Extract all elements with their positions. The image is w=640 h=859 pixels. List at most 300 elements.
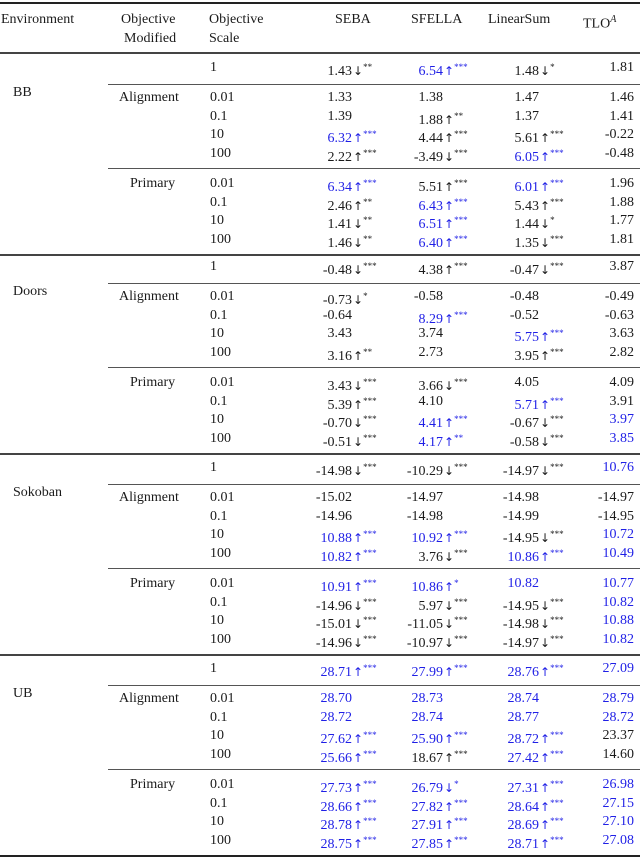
cell-value: 3.76 [418, 549, 443, 565]
table-row [0, 689, 640, 708]
environment-label: Doors [13, 284, 48, 299]
cell-value: 1.33 [327, 90, 352, 105]
significance-stars: *** [363, 578, 377, 588]
arrow-up-icon: ↑ [353, 836, 364, 851]
objective-modified-label: Primary [130, 777, 176, 792]
cell-value: 28.76 [507, 665, 539, 680]
cell-value: 28.72 [320, 709, 352, 725]
objective-scale: 1 [210, 661, 217, 676]
significance-marker [352, 544, 375, 567]
cell-value: 28.73 [411, 691, 443, 706]
significance-stars: ** [363, 215, 373, 225]
objective-scale: 10 [210, 728, 224, 743]
cell-value: 6.32 [327, 131, 352, 146]
significance-stars: ** [363, 62, 373, 72]
table-row [0, 324, 640, 343]
environment-label: UB [13, 686, 33, 701]
cell-value: -0.58 [509, 434, 539, 450]
significance-marker [443, 58, 466, 81]
cell-value: -14.97 [597, 490, 634, 505]
cell-value: 28.78 [320, 818, 352, 833]
sfella-cell [419, 429, 467, 452]
cell-value: 10.82 [320, 549, 352, 565]
cell-value: -0.48 [604, 145, 634, 161]
cell-value: 3.91 [609, 393, 634, 409]
cell-value: 28.71 [320, 665, 352, 680]
tlo-cell [610, 88, 635, 107]
significance-stars: *** [550, 462, 564, 472]
table-row [0, 287, 640, 306]
objective-modified-label: Alignment [119, 490, 179, 505]
tlo-cell [610, 373, 635, 392]
significance-stars: *** [363, 633, 377, 644]
arrow-up-icon: ↑ [540, 180, 551, 194]
table-header [0, 8, 640, 48]
table-row [0, 88, 640, 107]
significance-stars: *** [454, 178, 468, 188]
arrow-down-icon: ↓ [353, 464, 364, 478]
significance-stars: *** [454, 615, 468, 625]
cell-value: -0.51 [322, 434, 352, 450]
objective-scale: 100 [210, 832, 231, 848]
linearsum-cell [515, 373, 563, 392]
significance-marker [443, 144, 466, 167]
significance-stars: * [454, 779, 459, 789]
cell-value: 3.87 [609, 259, 634, 274]
significance-stars: *** [454, 730, 468, 740]
tlo-cell [603, 794, 635, 813]
significance-stars: ** [363, 346, 373, 357]
top-rule [0, 2, 640, 4]
arrow-up-icon: ↑ [444, 198, 455, 213]
cell-value: 27.85 [411, 836, 443, 852]
significance-stars: *** [550, 730, 564, 740]
seba-cell [323, 429, 375, 452]
objective-scale: 1 [210, 60, 217, 75]
sfella-cell [419, 324, 467, 343]
objective-scale: 0.01 [210, 490, 235, 505]
significance-marker [539, 343, 562, 366]
linearsum-cell [515, 144, 563, 167]
objective-scale: 100 [210, 145, 231, 161]
tlo-cell [603, 831, 635, 850]
arrow-up-icon: ↑ [540, 665, 551, 679]
tlo-cell [610, 429, 635, 448]
table-row-baseline [0, 257, 640, 276]
significance-marker [443, 745, 466, 768]
tlo-cell [603, 775, 635, 794]
table-row [0, 812, 640, 831]
cell-value: 10.82 [602, 631, 634, 647]
cell-value: 3.85 [609, 430, 634, 446]
cell-value: -14.99 [502, 508, 539, 524]
cell-value: 5.71 [514, 397, 539, 413]
significance-stars: *** [550, 748, 564, 759]
objective-scale: 10 [210, 412, 224, 427]
sfella-cell [419, 230, 467, 253]
seba-cell [321, 708, 376, 727]
significance-stars: *** [454, 633, 468, 644]
cell-value: -15.02 [315, 490, 352, 505]
significance-stars: *** [363, 547, 377, 558]
linearsum-cell [508, 745, 563, 768]
arrow-up-icon: ↑ [353, 732, 364, 746]
cell-value: 3.74 [418, 326, 443, 341]
cell-value: 1.81 [609, 231, 634, 247]
significance-stars: *** [550, 633, 564, 644]
header-rule [0, 52, 640, 54]
arrow-up-icon: ↑ [444, 750, 455, 765]
seba-cell [321, 659, 376, 682]
linearsum-cell [515, 343, 563, 366]
significance-stars: *** [454, 377, 468, 387]
arrow-up-icon: ↑ [540, 330, 551, 344]
seba-cell [316, 630, 375, 653]
arrow-up-icon: ↑ [540, 397, 551, 412]
significance-stars: *** [454, 129, 468, 139]
significance-stars: *** [550, 129, 564, 139]
cell-value: 4.44 [418, 131, 443, 146]
linearsum-cell [510, 287, 562, 306]
significance-marker [539, 58, 562, 81]
significance-stars: ** [454, 110, 464, 121]
cell-value: -0.49 [604, 289, 634, 304]
arrow-down-icon: ↓ [444, 781, 455, 795]
significance-stars: *** [363, 462, 377, 472]
significance-stars: *** [363, 816, 377, 826]
cell-value: 27.10 [602, 814, 634, 829]
cell-value: 6.01 [514, 180, 539, 195]
arrow-down-icon: ↓ [353, 217, 364, 231]
seba-cell [323, 306, 375, 325]
arrow-up-icon: ↑ [540, 198, 551, 213]
cell-value: 3.66 [418, 379, 443, 394]
cell-value: -10.97 [406, 635, 443, 651]
table-row [0, 488, 640, 507]
significance-marker [539, 257, 562, 280]
cell-value: 27.31 [507, 781, 539, 796]
significance-marker [443, 257, 466, 280]
sfella-cell [412, 659, 467, 682]
tlo-cell [603, 689, 635, 708]
table-row [0, 107, 640, 126]
group-rule [108, 283, 640, 284]
objective-modified-label: Primary [130, 375, 176, 390]
seba-cell [328, 144, 376, 167]
cell-value: 14.60 [602, 746, 634, 762]
cell-value: 10.91 [320, 580, 352, 595]
arrow-down-icon: ↓ [540, 416, 551, 430]
cell-value: 6.43 [418, 198, 443, 214]
cell-value: 1.37 [514, 108, 539, 124]
sfella-cell [419, 392, 467, 411]
objective-scale: 0.1 [210, 709, 228, 725]
arrow-down-icon: ↓ [444, 149, 455, 164]
significance-stars: ** [454, 432, 464, 443]
significance-stars: *** [454, 529, 468, 539]
seba-cell [328, 324, 376, 343]
cell-value: 10.49 [602, 545, 634, 561]
significance-stars: *** [550, 395, 564, 406]
cell-value: 1.41 [327, 217, 352, 232]
significance-stars: *** [550, 596, 564, 607]
arrow-up-icon: ↑ [444, 799, 455, 814]
seba-cell [321, 544, 376, 567]
objective-scale: 0.1 [210, 508, 228, 524]
significance-stars: *** [454, 797, 468, 808]
cell-value: 27.08 [602, 832, 634, 848]
table-row-baseline [0, 659, 640, 678]
significance-stars: *** [454, 147, 468, 158]
header-environment: Environment [1, 12, 75, 27]
arrow-up-icon: ↑ [353, 799, 364, 814]
sfella-cell [407, 630, 466, 653]
objective-modified-label: Alignment [119, 691, 179, 706]
cell-value: 28.74 [507, 691, 539, 706]
objective-scale: 10 [210, 527, 224, 542]
cell-value: -14.97 [502, 635, 539, 651]
significance-stars: *** [454, 547, 468, 558]
significance-marker [539, 144, 562, 167]
cell-value: 1.41 [609, 108, 634, 124]
table-row [0, 306, 640, 325]
significance-stars: *** [454, 596, 468, 607]
cell-value: -0.70 [322, 416, 352, 431]
significance-stars: *** [550, 196, 564, 207]
cell-value: 27.82 [411, 799, 443, 815]
objective-scale: 100 [210, 746, 231, 762]
significance-stars: *** [550, 816, 564, 826]
cell-value: 3.43 [327, 326, 352, 341]
arrow-up-icon: ↑ [540, 549, 551, 564]
cell-value: 3.95 [514, 348, 539, 364]
group-rule [108, 685, 640, 686]
tlo-cell [610, 343, 635, 362]
tlo-cell [603, 812, 635, 831]
cell-value: 3.63 [609, 326, 634, 341]
sfella-cell [412, 745, 467, 768]
cell-value: -14.97 [502, 464, 539, 479]
arrow-up-icon: ↑ [540, 799, 551, 814]
arrow-up-icon: ↑ [444, 836, 455, 851]
significance-stars: *** [454, 748, 468, 759]
significance-stars: *** [550, 797, 564, 808]
cell-value: 28.75 [320, 836, 352, 852]
significance-marker [539, 544, 562, 567]
objective-modified-label: Alignment [119, 289, 179, 304]
sfella-cell [419, 343, 467, 362]
arrow-down-icon: ↓ [353, 293, 364, 307]
objective-scale: 0.01 [210, 90, 235, 105]
tlo-cell [610, 410, 635, 429]
cell-value: 1.88 [609, 194, 634, 210]
cell-value: 5.97 [418, 598, 443, 614]
tlo-cell [605, 287, 634, 306]
significance-marker [352, 144, 375, 167]
arrow-up-icon: ↑ [540, 131, 551, 145]
significance-stars: *** [550, 233, 564, 244]
cell-value: -11.05 [407, 617, 443, 632]
cell-value: 10.92 [411, 531, 443, 546]
sfella-cell [419, 544, 467, 567]
objective-scale: 100 [210, 344, 231, 360]
cell-value: 6.51 [418, 217, 443, 232]
arrow-up-icon: ↑ [444, 131, 455, 145]
arrow-up-icon: ↑ [444, 665, 455, 679]
linearsum-cell [510, 306, 562, 325]
cell-value: -14.95 [597, 508, 634, 524]
cell-value: 8.29 [418, 311, 443, 327]
tlo-cell [598, 488, 634, 507]
objective-scale: 10 [210, 814, 224, 829]
cell-value: 1.43 [327, 64, 352, 79]
significance-stars: *** [550, 178, 564, 188]
cell-value: 1.47 [514, 90, 539, 105]
sfella-cell [412, 831, 467, 854]
linearsum-cell [508, 708, 563, 727]
cell-value: 18.67 [411, 750, 443, 766]
cell-value: 6.54 [418, 64, 443, 79]
cell-value: -0.64 [322, 307, 352, 323]
significance-marker [443, 429, 466, 452]
significance-stars: ** [363, 196, 373, 207]
significance-marker [352, 659, 375, 682]
cell-value: -0.48 [322, 263, 352, 278]
significance-marker [352, 745, 375, 768]
cell-value: 10.82 [507, 576, 539, 591]
tlo-cell [603, 458, 635, 477]
arrow-up-icon: ↑ [444, 263, 455, 277]
cell-value: 5.61 [514, 131, 539, 146]
environment-rule [0, 453, 640, 455]
cell-value: 28.77 [507, 709, 539, 725]
cell-value: 28.70 [320, 691, 352, 706]
significance-stars: *** [363, 395, 377, 406]
significance-marker [352, 58, 375, 81]
sfella-cell [407, 488, 466, 507]
environment-label: Sokoban [13, 485, 62, 500]
cell-value: 27.99 [411, 665, 443, 680]
significance-stars: * [550, 215, 555, 225]
seba-cell [328, 343, 376, 366]
group-rule [108, 367, 640, 368]
seba-cell [321, 745, 376, 768]
tlo-cell [610, 193, 635, 212]
seba-cell [321, 689, 376, 708]
arrow-down-icon: ↓ [540, 64, 551, 78]
significance-stars: *** [550, 147, 564, 158]
table-row [0, 125, 640, 144]
objective-scale: 1 [210, 460, 217, 475]
cell-value: -10.29 [406, 464, 443, 479]
cell-value: -14.95 [502, 531, 539, 546]
tlo-cell [605, 125, 634, 144]
arrow-up-icon: ↑ [444, 580, 455, 594]
significance-stars: *** [550, 663, 564, 673]
tlo-cell [603, 745, 635, 764]
significance-stars: *** [550, 779, 564, 789]
arrow-up-icon: ↑ [353, 397, 364, 412]
seba-cell [323, 257, 375, 280]
seba-cell [328, 58, 376, 81]
cell-value: 1.48 [514, 64, 539, 79]
cell-value: -0.52 [509, 307, 539, 323]
objective-scale: 0.01 [210, 176, 235, 191]
cell-value: 4.17 [418, 434, 443, 450]
header-tlo-label: TLO [583, 16, 611, 32]
objective-scale: 0.1 [210, 194, 228, 210]
arrow-up-icon: ↑ [444, 434, 455, 449]
significance-stars: *** [454, 215, 468, 225]
tlo-cell [603, 659, 635, 678]
arrow-up-icon: ↑ [540, 818, 551, 832]
significance-stars: *** [454, 233, 468, 244]
cell-value: 2.73 [418, 344, 443, 360]
arrow-down-icon: ↓ [444, 379, 455, 393]
objective-scale: 0.1 [210, 393, 228, 409]
cell-value: -0.63 [604, 307, 634, 323]
significance-stars: *** [363, 432, 377, 443]
seba-cell [328, 107, 376, 126]
cell-value: -0.73 [322, 293, 352, 308]
significance-stars: *** [550, 346, 564, 357]
significance-stars: *** [550, 414, 564, 424]
seba-cell [328, 88, 376, 107]
significance-stars: *** [363, 797, 377, 808]
cell-value: 6.05 [514, 149, 539, 165]
tlo-cell [603, 525, 635, 544]
arrow-up-icon: ↑ [353, 180, 364, 194]
objective-scale: 100 [210, 545, 231, 561]
table-row-baseline [0, 458, 640, 477]
cell-value: 1.46 [327, 235, 352, 251]
linearsum-cell [510, 257, 562, 280]
arrow-down-icon: ↓ [353, 416, 364, 430]
environment-rule [0, 254, 640, 256]
table-row [0, 429, 640, 448]
significance-stars: *** [363, 834, 377, 845]
header-objective-modified-line2: Modified [124, 31, 177, 46]
table-row [0, 410, 640, 429]
objective-scale: 0.1 [210, 307, 228, 323]
sfella-cell [419, 88, 467, 107]
table-row [0, 745, 640, 764]
sfella-cell [414, 287, 466, 306]
significance-marker [539, 230, 562, 253]
linearsum-cell [515, 230, 563, 253]
significance-stars: *** [363, 377, 377, 387]
cell-value: 26.98 [602, 777, 634, 792]
objective-scale: 0.01 [210, 777, 235, 792]
sfella-cell [419, 257, 467, 280]
header-seba: SEBA [335, 12, 371, 27]
table-row [0, 726, 640, 745]
linearsum-cell [515, 107, 563, 126]
tlo-cell [603, 708, 635, 727]
cell-value: 5.75 [514, 330, 539, 345]
table-row [0, 611, 640, 630]
arrow-up-icon: ↑ [444, 416, 455, 430]
cell-value: -0.22 [604, 127, 634, 142]
cell-value: 27.62 [320, 732, 352, 747]
significance-marker [539, 458, 562, 481]
cell-value: 2.22 [327, 149, 352, 165]
significance-marker [539, 630, 562, 653]
header-objective-scale-line1: Objective [209, 12, 264, 27]
cell-value: -3.49 [413, 149, 443, 165]
table-row [0, 525, 640, 544]
significance-stars: *** [363, 129, 377, 139]
